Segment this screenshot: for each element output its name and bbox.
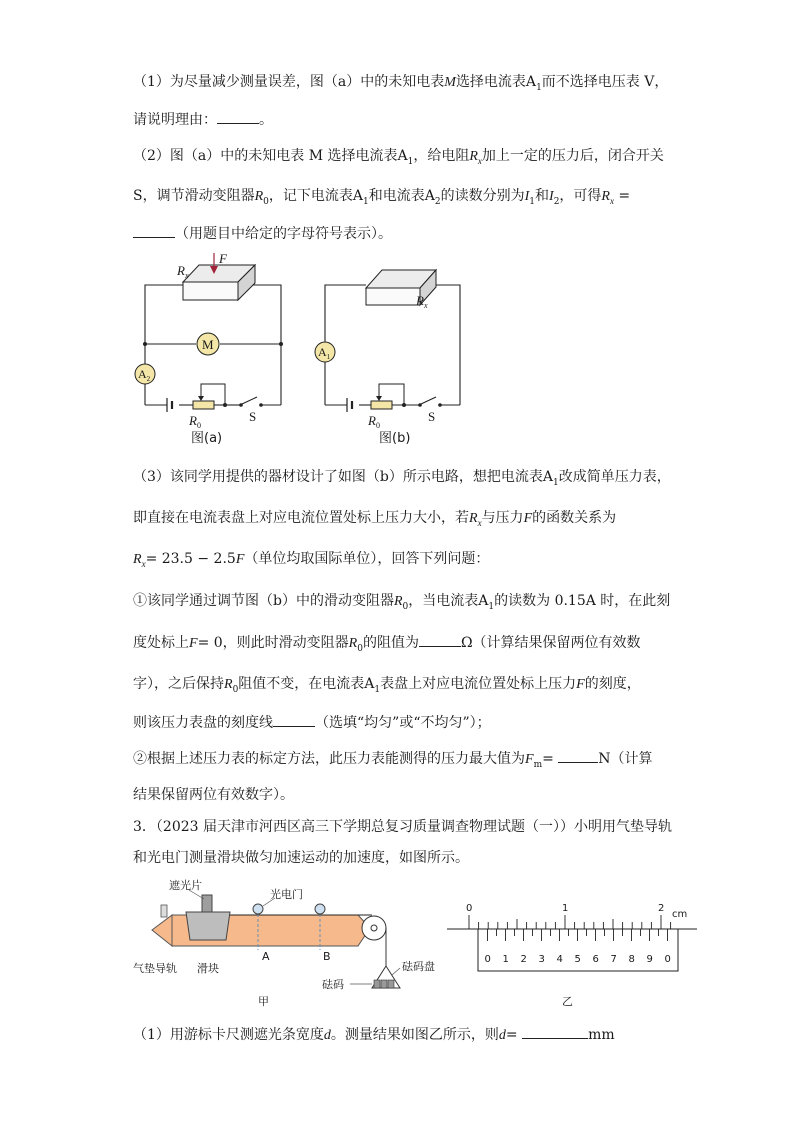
label-track: 气垫导轨 [133,962,177,975]
caption-b: 图(b) [379,431,411,446]
label-shade: 遮光片 [169,879,202,892]
q2-sub1-line2: 度处标上F= 0，则此时滑动变阻器$R_0$的阻值为 Ω（计算结果保留两位有效数 [133,632,641,659]
vernier-label: 3 [538,954,545,965]
q2-part1-line1: （1）为尽量减少测量误差，图（a）中的未知电表M选择电流表$A_1$而不选择电压表 V， [133,74,669,93]
q2-part2-line3: （用题目中给定的字母符号表示）。 [133,223,392,244]
label-s-a: S [249,409,257,424]
q2-part3-line2: 即直接在电流表盘上对应电流位置处标上压力大小，若$R_x$与压力F的函数关系为 [133,510,617,528]
vernier-label: 4 [556,954,563,965]
q2-sub1-line1: ①该同学通过调节图（b）中的滑动变阻器$R_0$，当电流表$A_1$的读数为 0.15A 时，在此刻 [133,593,671,612]
vernier-label: 0 [664,954,671,965]
label-a-point: A [262,950,270,963]
label-f: F [219,251,227,266]
q3-part1: （1）用游标卡尺测遮光条宽度d。测量结果如图乙所示，则d= mm [133,1024,615,1046]
label-r0-a: $R_0$ [189,413,201,430]
vernier-label: 1 [502,954,509,965]
vernier-label: 5 [574,954,581,965]
caption-yi: 乙 [562,995,573,1008]
q2-part3-formula: $R_x= 23.5 - 2.5F$（单位均取国际单位），回答下列问题： [133,551,490,569]
q2-part3-line1: （3）该同学用提供的器材设计了如图（b）所示电路，想把电流表$A_1$改成简单压力表， [133,469,671,488]
vernier-label: 0 [484,954,491,965]
q2-sub2-line1: ②根据上述压力表的标定方法，此压力表能测得的压力最大值为$F_m= N$（计算 [133,748,653,775]
q2-part1-line2: 请说明理由： 。 [133,109,273,130]
main-scale-label: 2 [658,903,665,914]
vernier-label: 6 [592,954,599,965]
label-weights: 砝码 [322,978,344,991]
label-gate: 光电门 [270,888,303,901]
vernier-label: 2 [520,954,527,965]
label-b-point: B [323,950,331,963]
main-scale-label: 1 [562,903,569,914]
vernier-label: 8 [628,954,635,965]
label-rx-b: $R_x$ [416,293,428,310]
q2-part2-line1: （2）图（a）中的未知电表 M 选择电流表$A_1$，给电阻$R_x$加上一定的压力后，闭合开关 [133,148,664,167]
main-scale-label: 0 [466,903,473,914]
answer-blank[interactable] [522,1024,588,1039]
label-rx-a: $R_x$ [177,263,189,280]
caliper-unit: cm [672,909,688,920]
label-a2: $A_2$ [138,367,151,383]
caption-a: 图(a) [191,431,223,446]
caption-jia: 甲 [258,995,269,1008]
label-s-b: S [428,409,436,424]
q2-sub1-line3: 字），之后保持$R_0$阻值不变，在电流表$A_1$表盘上对应电流位置处标上压力F的刻度， [133,676,641,695]
label-pan: 砝码盘 [402,960,435,973]
vernier-label: 7 [610,954,617,965]
label-r0-b: $R_0$ [368,413,380,430]
label-slider: 滑块 [197,962,219,975]
q2-sub1-line4: 则该压力表盘的刻度线 （选填“均匀”或“不均匀”）； [133,712,491,733]
label-a1: $A_1$ [318,345,331,361]
label-m: M [202,337,214,352]
q2-sub2-line2: 结果保留两位有效数字）。 [133,787,294,803]
q2-part2-line2: S，调节滑动变阻器$R_0$，记下电流表$A_1$和电流表$A_2$的读数分别为$I_1$和$I_2$，可得$R_x$ = [133,188,631,207]
vernier-label: 9 [646,954,653,965]
q3-title: 3．（2023 届天津市河西区高三下学期总复习质量调查物理试题（一））小明用气垫导轨 [133,819,672,835]
q3-title-line2: 和光电门测量滑块做匀加速运动的加速度，如图所示。 [133,850,469,866]
